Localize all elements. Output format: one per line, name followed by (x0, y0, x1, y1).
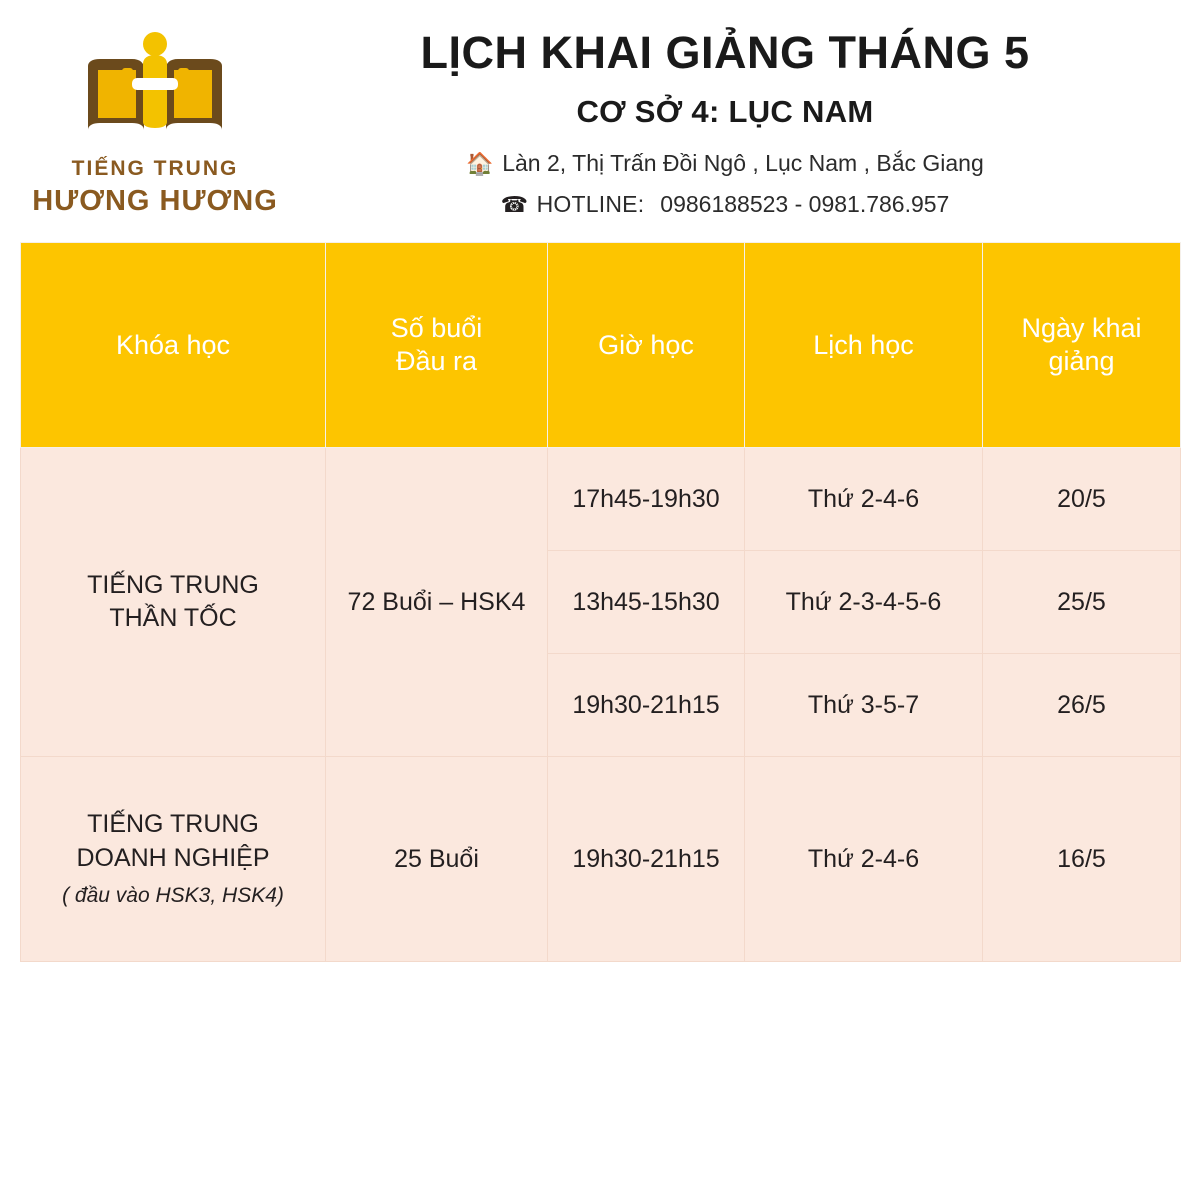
cell-time: 13h45-15h30 (548, 551, 745, 654)
address-line (290, 150, 1160, 177)
cell-start-date: 25/5 (983, 551, 1181, 654)
cell-days: Thứ 2-3-4-5-6 (745, 551, 983, 654)
column-header-days: Lịch học (745, 243, 983, 448)
cell-start-date: 20/5 (983, 448, 1181, 551)
cell-time: 17h45-19h30 (548, 448, 745, 551)
house-icon: 🏠 (466, 150, 494, 176)
cell-days: Thứ 3-5-7 (745, 654, 983, 757)
hotline-numbers: 0986188523 - 0981.786.957 (660, 191, 950, 218)
course-name-cell (21, 757, 326, 962)
schedule-table (20, 242, 1181, 962)
course-sessions-cell: 25 Buổi (326, 757, 548, 962)
course-name-line1: TIẾNG TRUNG (87, 810, 259, 839)
column-header-course: Khóa học (21, 243, 326, 448)
brand-name-line2: HƯƠNG HƯƠNG (32, 185, 278, 217)
course-name-line1: TIẾNG TRUNG (87, 570, 259, 599)
cell-start-date: 26/5 (983, 654, 1181, 757)
table-row (21, 757, 1181, 962)
course-sessions-cell: 72 Buổi – HSK4 (326, 448, 548, 757)
cell-time: 19h30-21h15 (548, 654, 745, 757)
schedule-table-wrapper (20, 242, 1180, 962)
page-title: LỊCH KHAI GIẢNG THÁNG 5 (420, 27, 1030, 78)
column-header-start-date-line1: Ngày khai (1021, 312, 1142, 343)
table-row (21, 448, 1181, 551)
cell-days: Thứ 2-4-6 (745, 757, 983, 962)
cell-start-date: 16/5 (983, 757, 1181, 962)
column-header-time: Giờ học (548, 243, 745, 448)
hotline-label: HOTLINE: (536, 191, 645, 218)
table-header-row (21, 243, 1181, 448)
course-name-note: ( đầu vào HSK3, HSK4) (62, 883, 284, 907)
poster-header (0, 0, 1200, 218)
cell-time: 19h30-21h15 (548, 757, 745, 962)
hotline-line (290, 191, 1160, 218)
brand-logo (20, 18, 290, 218)
open-book-with-person-logo-icon (70, 26, 240, 151)
page-subtitle: CƠ SỞ 4: LỤC NAM (576, 94, 874, 130)
cell-days: Thứ 2-4-6 (745, 448, 983, 551)
column-header-sessions (326, 243, 548, 448)
course-name-line2: DOANH NGHIỆP (76, 844, 270, 873)
column-header-sessions-line1: Số buổi (390, 312, 483, 343)
column-header-start-date (983, 243, 1181, 448)
brand-name-line1: TIẾNG TRUNG (71, 157, 239, 180)
column-header-start-date-line2: giảng (1048, 346, 1115, 377)
column-header-sessions-line2: Đầu ra (395, 346, 478, 377)
course-name-cell (21, 448, 326, 757)
address-text: Làn 2, Thị Trấn Đồi Ngô , Lục Nam , Bắc Giang (502, 150, 984, 177)
telephone-icon: ☎ (500, 191, 529, 217)
course-name-line2: THẦN TỐC (109, 604, 237, 633)
title-block (290, 18, 1180, 218)
